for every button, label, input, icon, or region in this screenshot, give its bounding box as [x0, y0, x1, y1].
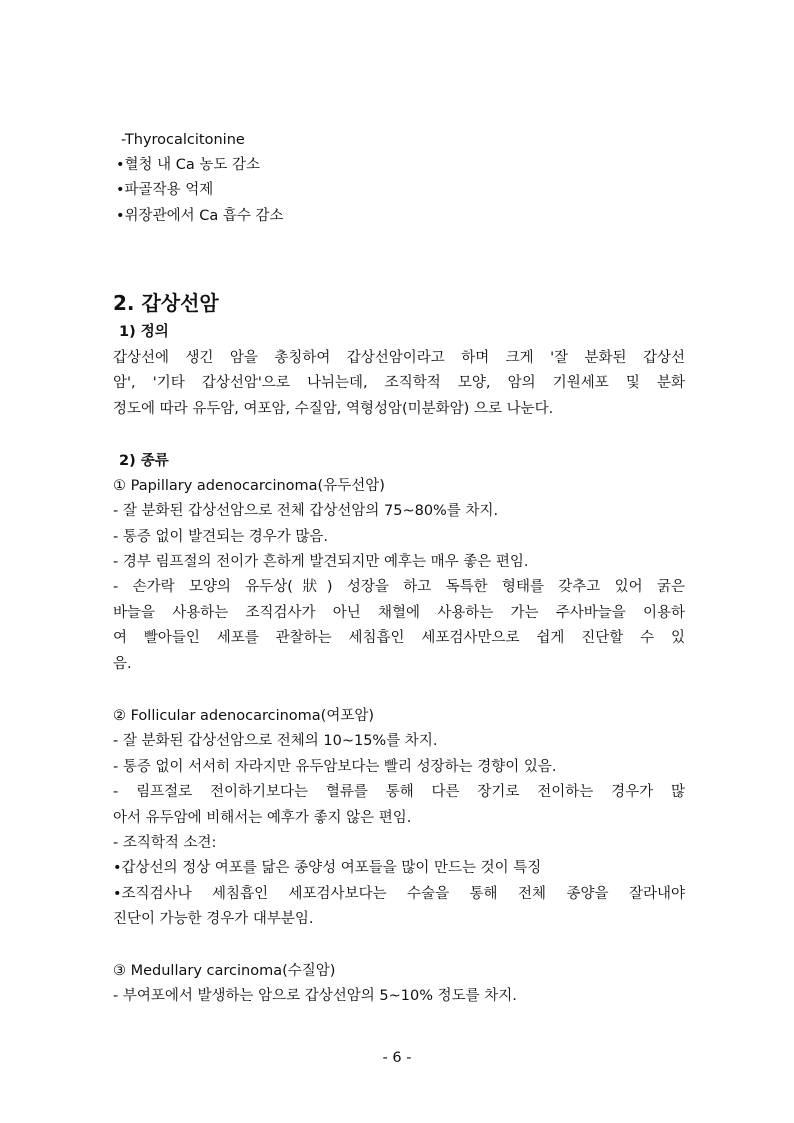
follicular-line: - 잘 분화된 갑상선암으로 전체의 10~15%를 차지.	[113, 733, 438, 749]
follicular-line: - 조직학적 소견:	[113, 835, 217, 851]
follicular-line: 아서 유두암에 비해서는 예후가 좋지 않은 편임.	[113, 810, 412, 826]
papillary-line: 음.	[113, 656, 132, 672]
follicular-title: ② Follicular adenocarcinoma(여포암)	[113, 708, 375, 724]
papillary-title: ① Papillary adenocarcinoma(유두선암)	[113, 478, 385, 494]
definition-line: 암', '기타 갑상선암'으로 나뉘는데, 조직학적 모양, 암의 기원세포 및 분화	[113, 375, 685, 391]
papillary-line: - 잘 분화된 갑상선암으로 전체 갑상선암의 75~80%를 차지.	[113, 503, 499, 519]
follicular-line: - 림프절로 전이하기보다는 혈류를 통해 다른 장기로 전이하는 경우가 많	[113, 784, 685, 800]
definition-title: 1) 정의	[119, 324, 169, 340]
thyrocalcitonine-bullet: •혈청 내 Ca 농도 감소	[116, 157, 261, 173]
thyrocalcitonine-bullet: •파골작용 억제	[116, 182, 214, 198]
follicular-line: •조직검사나 세침흡인 세포검사보다는 수술을 통해 전체 종양을 잘라내야	[113, 886, 685, 902]
thyrocalcitonine-title: -Thyrocalcitonine	[121, 132, 245, 148]
thyrocalcitonine-bullet: •위장관에서 Ca 흡수 감소	[116, 208, 284, 224]
papillary-line: - 손가락 모양의 유두상(狀) 성장을 하고 독특한 형태를 갖추고 있어 굵은	[113, 579, 685, 595]
papillary-line: 여 빨아들인 세포를 관찰하는 세침흡인 세포검사만으로 쉽게 진단할 수 있	[113, 630, 685, 646]
medullary-title: ③ Medullary carcinoma(수질암)	[113, 963, 336, 979]
definition-line: 갑상선에 생긴 암을 총칭하여 갑상선암이라고 하며 크게 '잘 분화된 갑상선	[113, 350, 685, 366]
papillary-line: 바늘을 사용하는 조직검사가 아닌 채혈에 사용하는 가는 주사바늘을 이용하	[113, 605, 685, 621]
follicular-line: - 통증 없이 서서히 자라지만 유두암보다는 빨리 성장하는 경향이 있음.	[113, 759, 557, 775]
section-heading: 2. 갑상선암	[113, 291, 219, 315]
follicular-line: •갑상선의 정상 여포를 닮은 종양성 여포들을 많이 만드는 것이 특징	[113, 860, 542, 876]
follicular-line: 진단이 가능한 경우가 대부분임.	[113, 911, 314, 927]
medullary-line: - 부여포에서 발생하는 암으로 갑상선암의 5~10% 정도를 차지.	[113, 988, 517, 1004]
page-number: - 6 -	[382, 1050, 412, 1066]
types-title: 2) 종류	[119, 453, 169, 469]
definition-line: 정도에 따라 유두암, 여포암, 수질암, 역형성암(미분화암) 으로 나눈다.	[113, 401, 554, 417]
papillary-line: - 경부 림프절의 전이가 흔하게 발견되지만 예후는 매우 좋은 편임.	[113, 554, 529, 570]
papillary-line: - 통증 없이 발견되는 경우가 많음.	[113, 529, 328, 545]
